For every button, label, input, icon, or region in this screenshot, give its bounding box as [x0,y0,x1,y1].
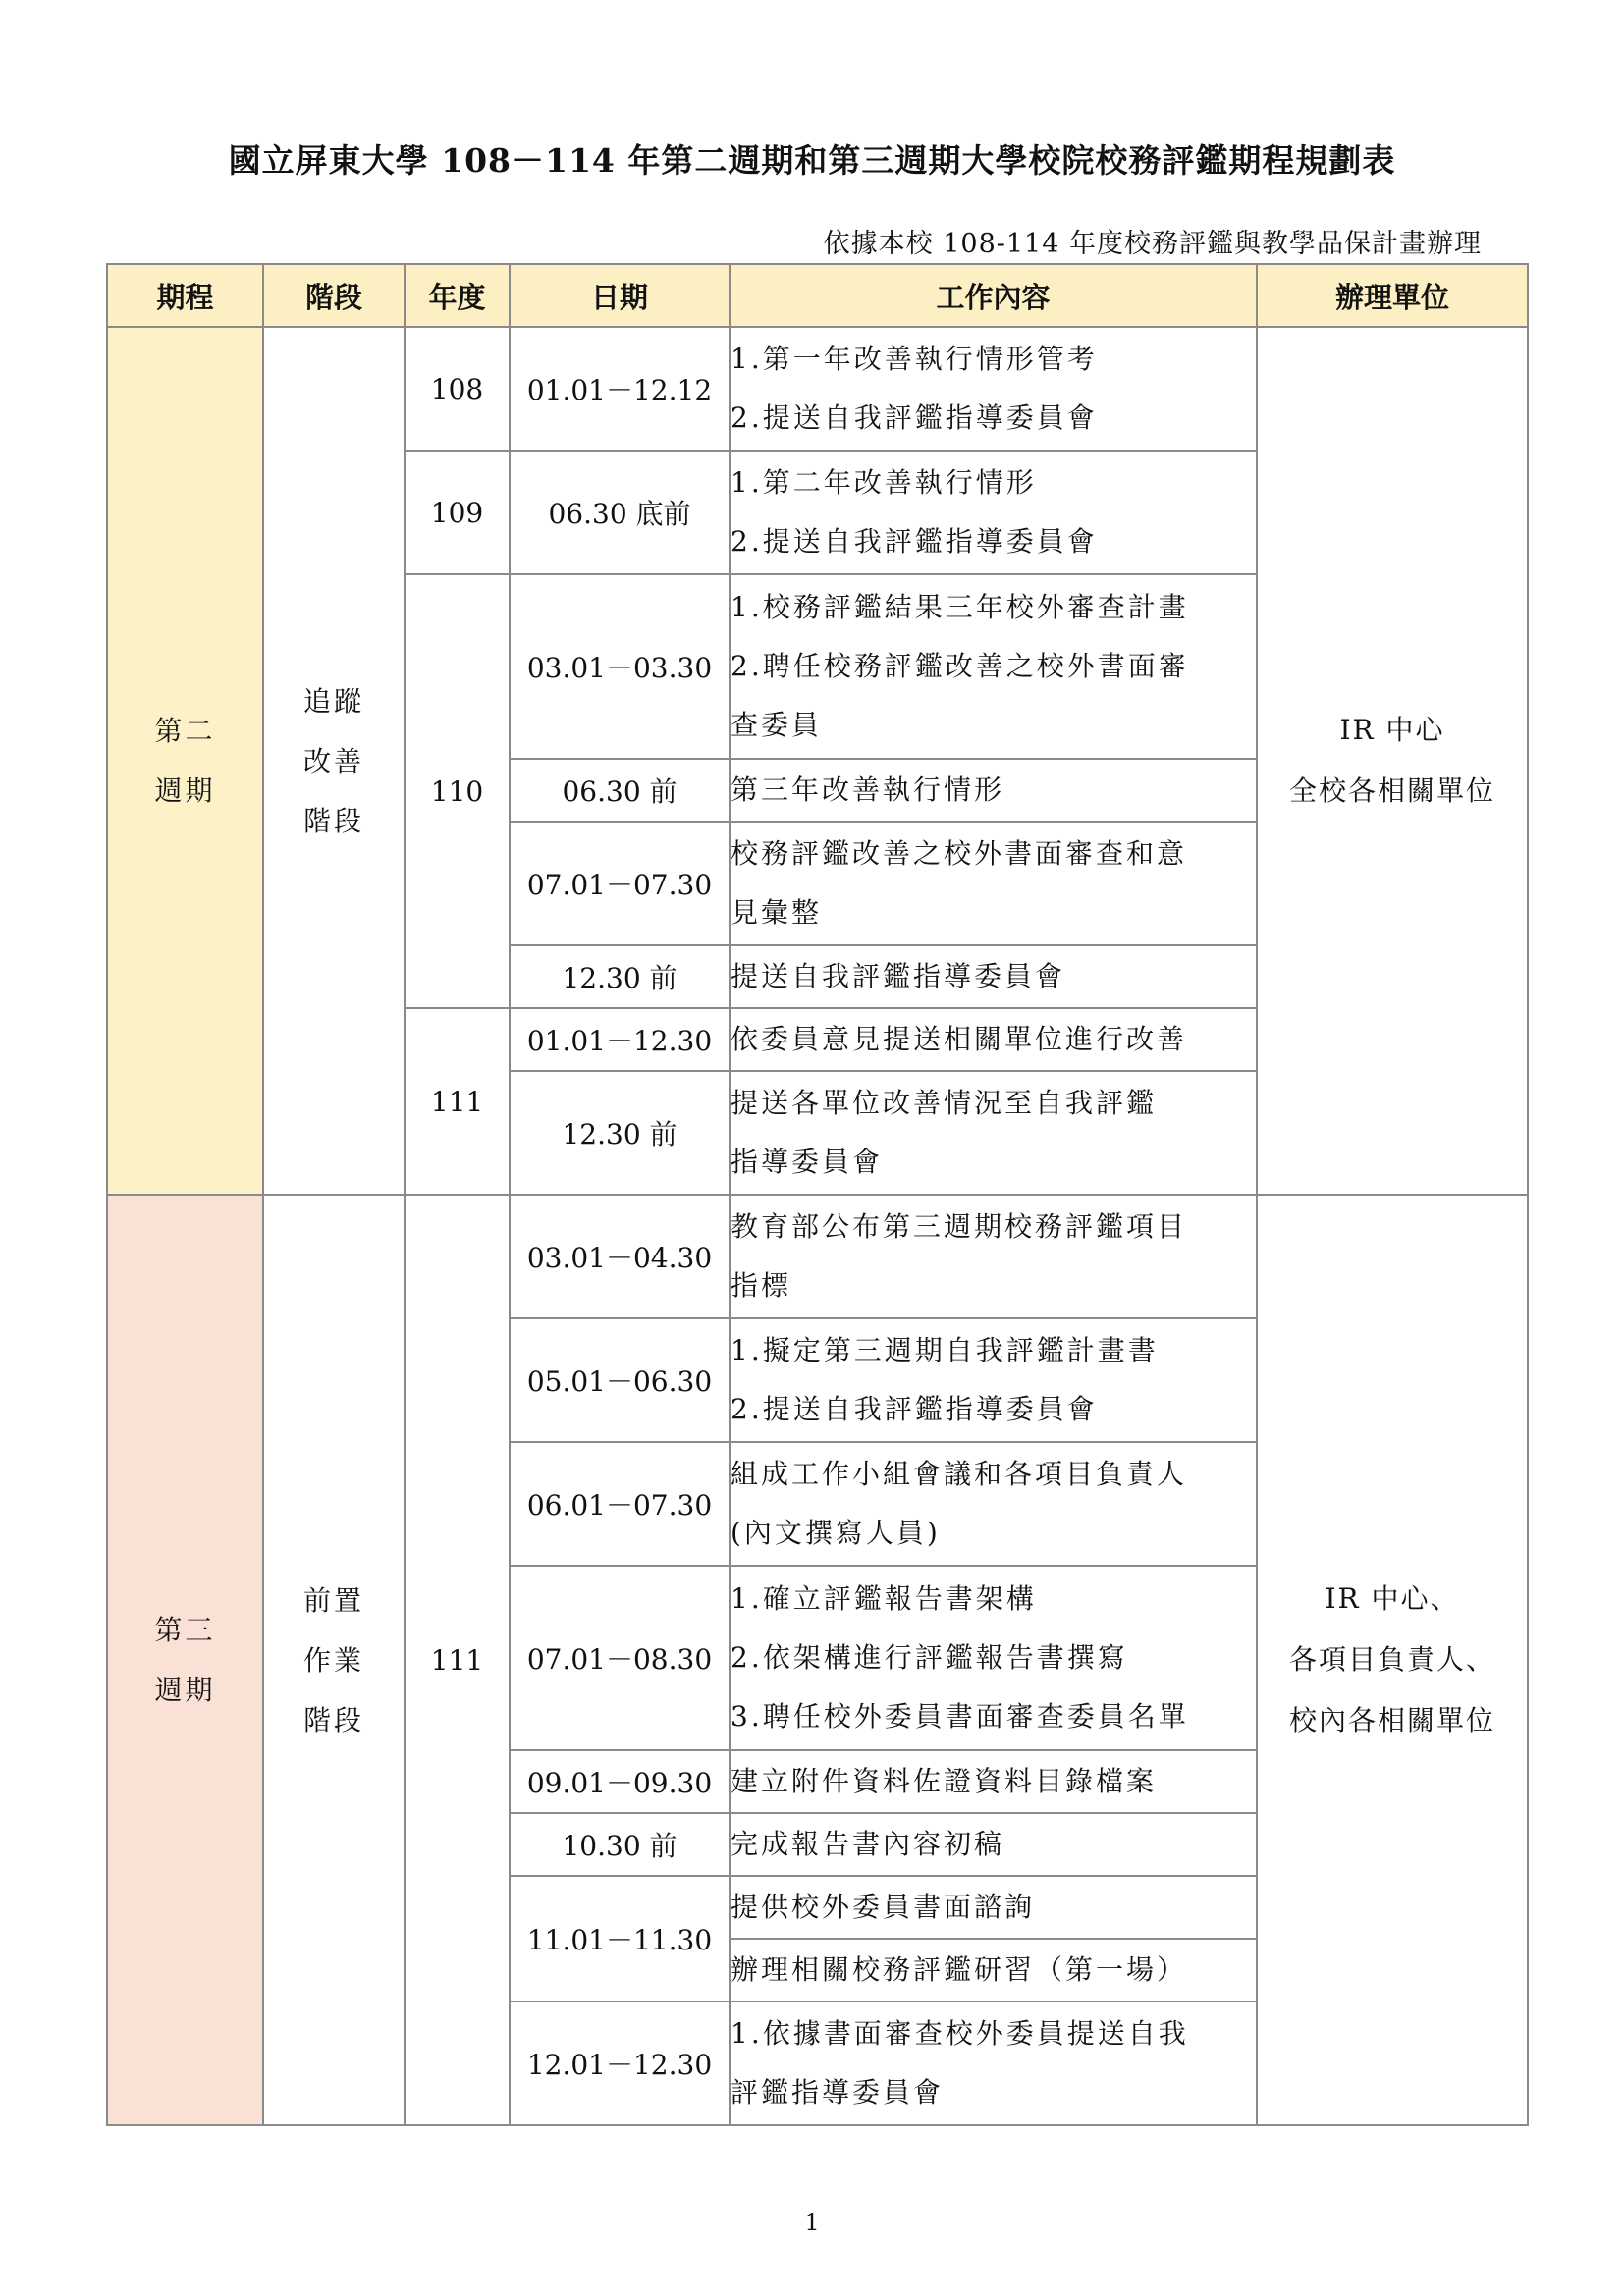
date-cell: 06.01－07.30 [510,1442,730,1566]
header-unit: 辦理單位 [1257,264,1528,327]
work-cell: 完成報告書內容初稿 [730,1813,1257,1876]
stage-cell-cycle2: 追蹤 改善 階段 [263,327,405,1195]
page-title: 國立屏東大學 108－114 年第二週期和第三週期大學校院校務評鑑期程規劃表 [228,141,1396,180]
work-cell: 1.第一年改善執行情形管考 2.提送自我評鑑指導委員會 [730,327,1257,451]
work-cell: 教育部公布第三週期校務評鑑項目 指標 [730,1195,1257,1318]
work-cell: 依委員意見提送相關單位進行改善 [730,1008,1257,1071]
date-cell: 06.30 前 [510,759,730,822]
header-period: 期程 [107,264,263,327]
date-cell: 01.01－12.12 [510,327,730,451]
page-number: 1 [804,2209,820,2236]
date-cell: 12.30 前 [510,1071,730,1195]
work-cell: 提送自我評鑑指導委員會 [730,945,1257,1008]
year-cell: 110 [405,574,510,1008]
date-cell: 07.01－08.30 [510,1566,730,1750]
stage-cell-cycle3: 前置 作業 階段 [263,1195,405,2125]
date-cell: 12.30 前 [510,945,730,1008]
date-cell: 09.01－09.30 [510,1750,730,1813]
header-stage: 階段 [263,264,405,327]
date-cell: 05.01－06.30 [510,1318,730,1442]
schedule-table [106,263,1529,2126]
date-cell: 11.01－11.30 [510,1876,730,2002]
work-cell: 第三年改善執行情形 [730,759,1257,822]
date-cell: 07.01－07.30 [510,822,730,945]
date-cell: 12.01－12.30 [510,2002,730,2125]
table-row [107,1195,1528,1318]
date-cell: 06.30 底前 [510,451,730,574]
page-subtitle: 依據本校 108-114 年度校務評鑑與教學品保計畫辦理 [823,229,1482,259]
header-work: 工作內容 [730,264,1257,327]
work-cell: 提供校外委員書面諮詢 [730,1876,1257,1939]
unit-cell-cycle2: IR 中心 全校各相關單位 [1257,327,1528,1195]
header-date: 日期 [510,264,730,327]
work-cell: 提送各單位改善情況至自我評鑑 指導委員會 [730,1071,1257,1195]
year-cell: 108 [405,327,510,451]
date-cell: 03.01－04.30 [510,1195,730,1318]
work-cell: 辦理相關校務評鑑研習（第一場） [730,1939,1257,2002]
work-cell: 1.確立評鑑報告書架構 2.依架構進行評鑑報告書撰寫 3.聘任校外委員書面審查委員名單 [730,1566,1257,1750]
year-cell: 111 [405,1195,510,2125]
header-row [107,264,1528,327]
header-year: 年度 [405,264,510,327]
table-row [107,327,1528,451]
date-cell: 01.01－12.30 [510,1008,730,1071]
work-cell: 1.依據書面審查校外委員提送自我 評鑑指導委員會 [730,2002,1257,2125]
date-cell: 10.30 前 [510,1813,730,1876]
work-cell: 1.第二年改善執行情形 2.提送自我評鑑指導委員會 [730,451,1257,574]
work-cell: 校務評鑑改善之校外書面審查和意 見彙整 [730,822,1257,945]
work-cell: 建立附件資料佐證資料目錄檔案 [730,1750,1257,1813]
work-cell: 1.擬定第三週期自我評鑑計畫書 2.提送自我評鑑指導委員會 [730,1318,1257,1442]
date-cell: 03.01－03.30 [510,574,730,759]
work-cell: 1.校務評鑑結果三年校外審查計畫 2.聘任校務評鑑改善之校外書面審 查委員 [730,574,1257,759]
work-cell: 組成工作小組會議和各項目負責人 (內文撰寫人員) [730,1442,1257,1566]
unit-cell-cycle3: IR 中心、 各項目負責人、 校內各相關單位 [1257,1195,1528,2125]
period-cell-cycle2: 第二 週期 [107,327,263,1195]
year-cell: 111 [405,1008,510,1195]
year-cell: 109 [405,451,510,574]
period-cell-cycle3: 第三 週期 [107,1195,263,2125]
